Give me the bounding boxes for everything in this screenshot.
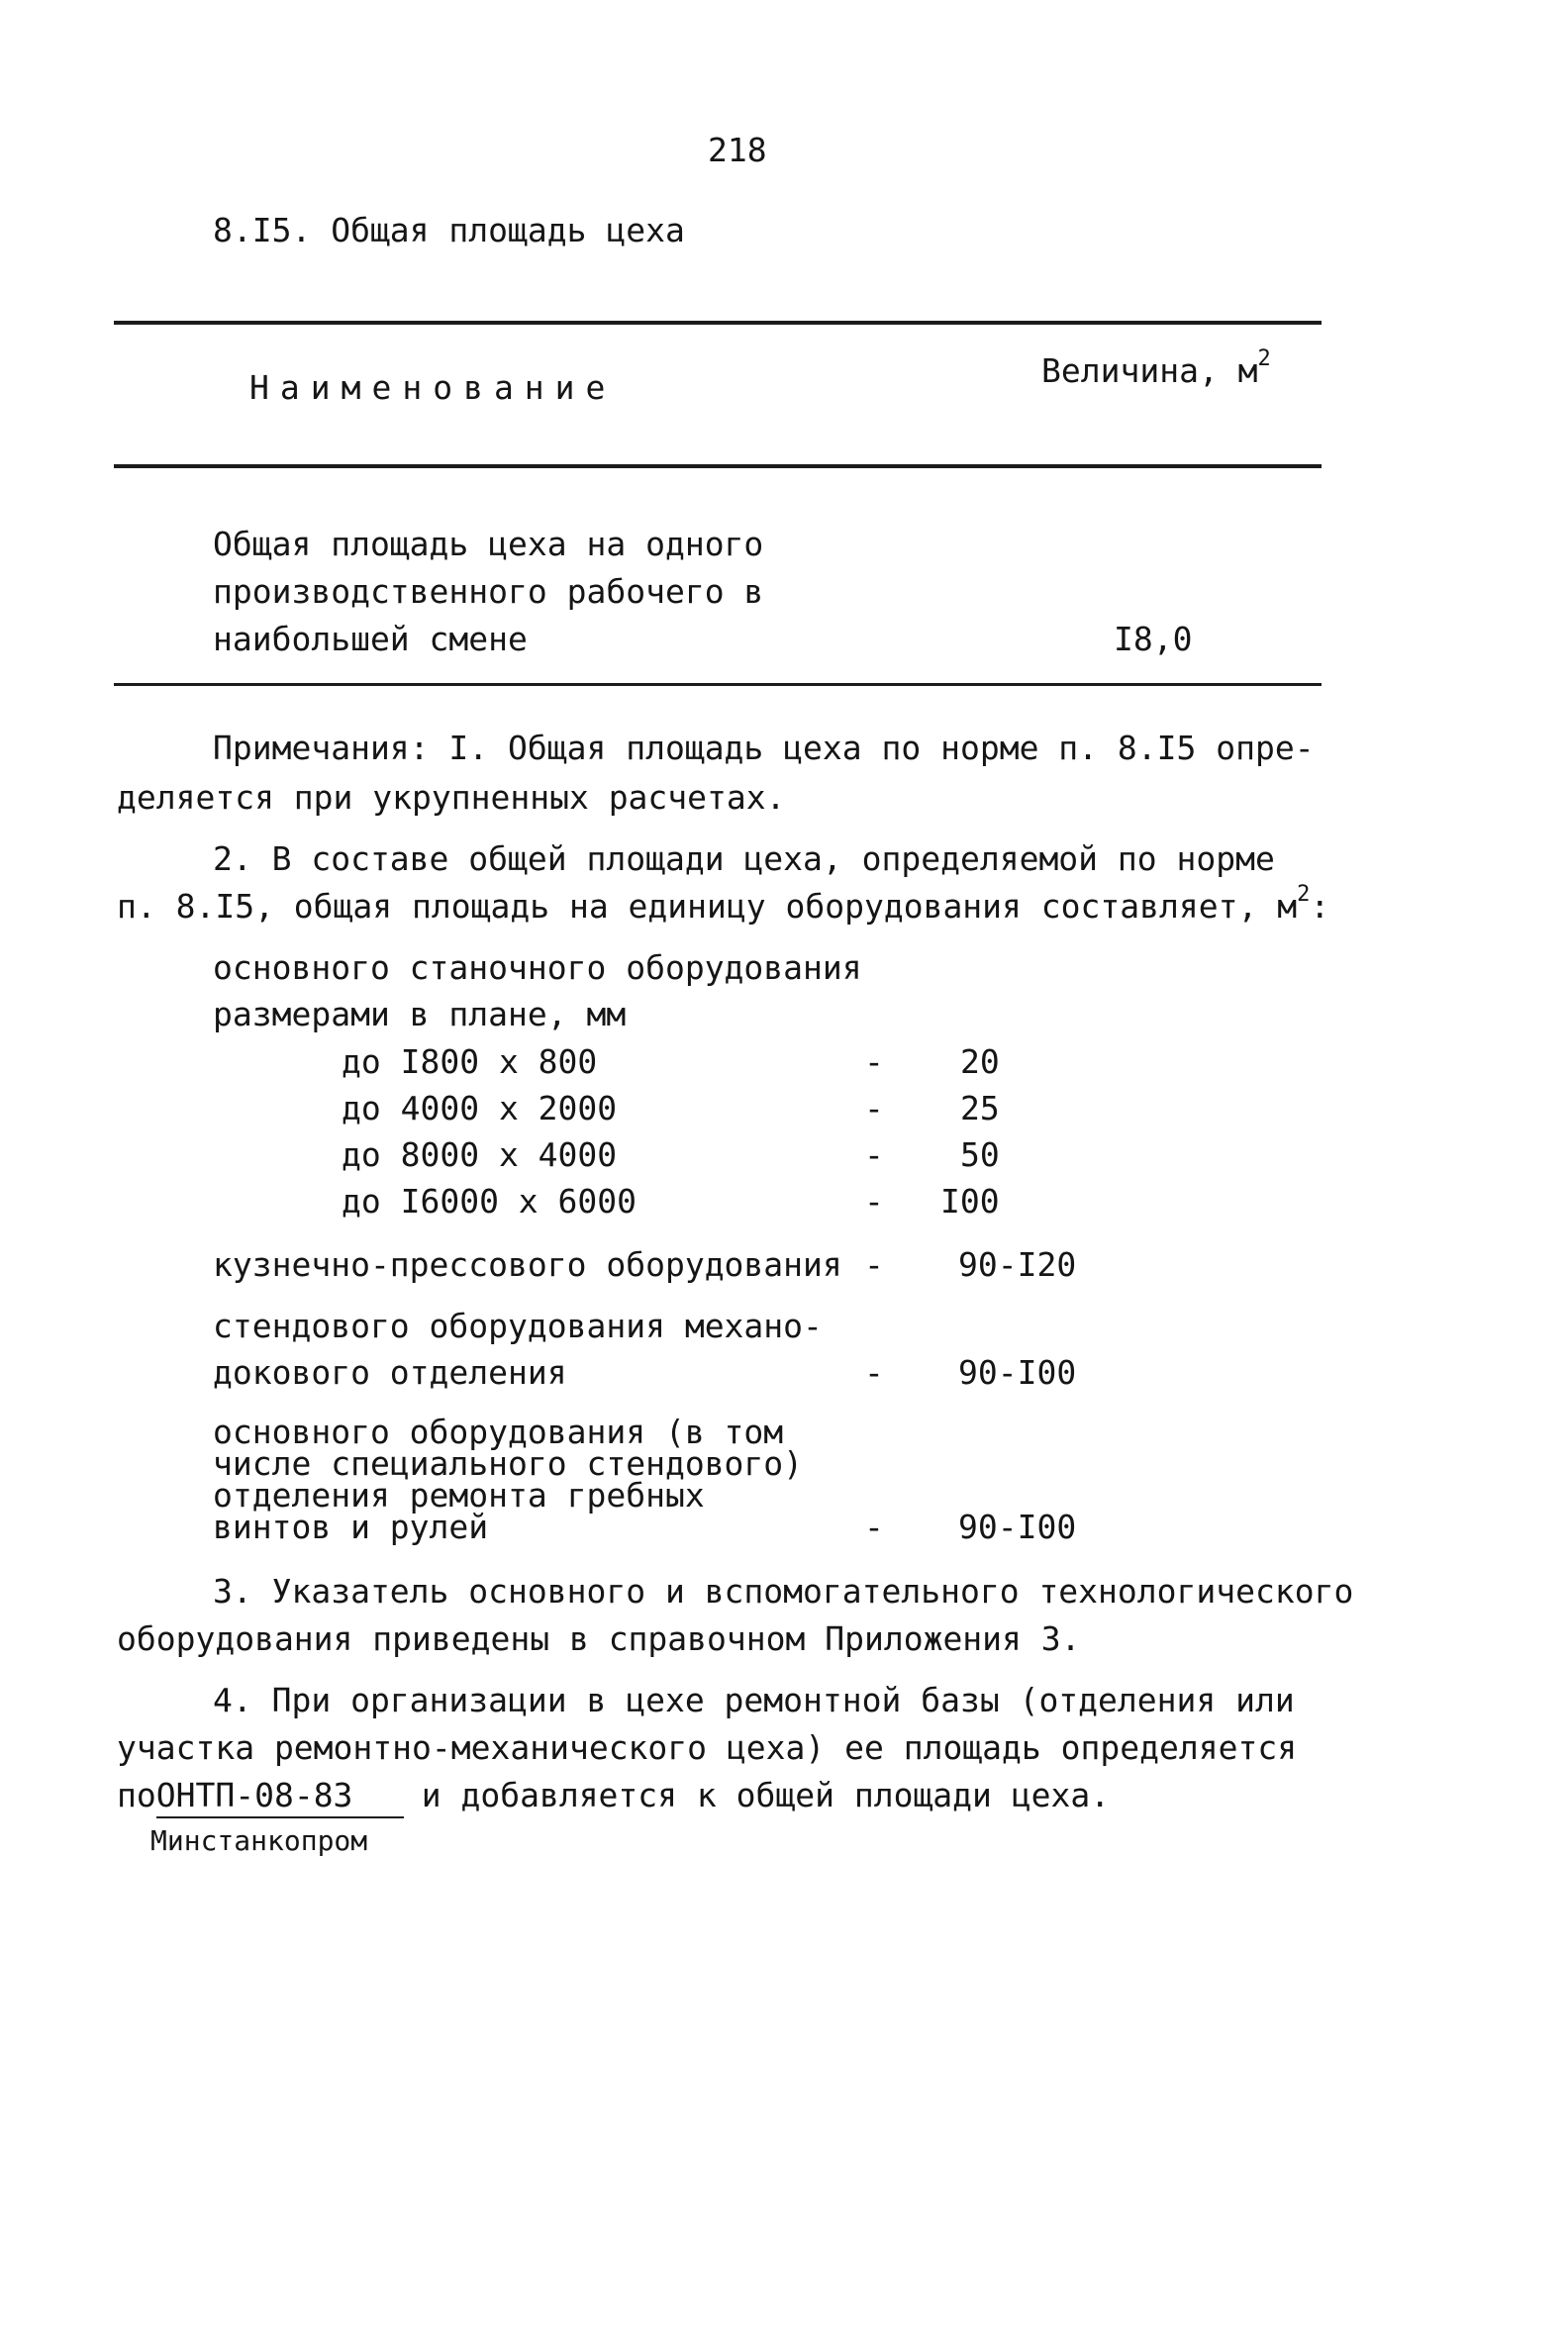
size-dash-3: - bbox=[864, 1135, 884, 1174]
equipment-forging-value: 90-I20 bbox=[958, 1245, 1077, 1284]
note-4-line-1: 4. При организации в цехе ремонтной базы (отделения или bbox=[213, 1681, 1295, 1719]
table-row-name-line-2: производственного рабочего в bbox=[213, 572, 764, 611]
size-label-1: до I800 х 800 bbox=[342, 1042, 598, 1081]
table-row-name-line-1: Общая площадь цеха на одного bbox=[213, 525, 764, 563]
table-top-rule bbox=[114, 321, 1322, 325]
note-1-line-1: Примечания: I. Общая площадь цеха по норме п. 8.I5 опре- bbox=[213, 729, 1315, 767]
equipment-stand-line-1: стендового оборудования механо- bbox=[213, 1307, 823, 1345]
table-row-name-line-3: наибольшей смене bbox=[213, 620, 528, 658]
table-header-name: Наименование bbox=[249, 368, 617, 407]
note-4-line-2: участка ремонтно-механического цеха) ее площадь определяется bbox=[117, 1728, 1298, 1767]
note-2-line-1: 2. В составе общей площади цеха, определяемой по норме bbox=[213, 839, 1275, 878]
equipment-propeller-dash: - bbox=[864, 1508, 884, 1546]
size-dash-4: - bbox=[864, 1182, 884, 1221]
size-value-4: I00 bbox=[940, 1182, 1000, 1221]
size-label-2: до 4000 х 2000 bbox=[342, 1089, 618, 1127]
note-4-line-3: поОНТП-08-83 и добавляется к общей площади цеха. bbox=[117, 1776, 1110, 1818]
equipment-machine-line-1: основного станочного оборудования bbox=[213, 948, 862, 987]
standard-reference: ОНТП-08-83 bbox=[156, 1776, 404, 1818]
equipment-propeller-line-4: винтов и рулей bbox=[213, 1508, 489, 1546]
note-2-line-2: п. 8.I5, общая площадь на единицу оборудования составляет, $м^2$: bbox=[117, 882, 1330, 926]
size-label-3: до 8000 х 4000 bbox=[342, 1135, 618, 1174]
equipment-propeller-value: 90-I00 bbox=[958, 1508, 1077, 1546]
equipment-stand-dash: - bbox=[864, 1353, 884, 1392]
page-number: 218 bbox=[708, 131, 767, 169]
size-value-1: 20 bbox=[960, 1042, 1000, 1081]
equipment-propeller-line-3: отделения ремонта гребных bbox=[213, 1476, 705, 1515]
size-value-3: 50 bbox=[960, 1135, 1000, 1174]
equipment-machine-line-2: размерами в плане, мм bbox=[213, 995, 627, 1033]
equipment-stand-value: 90-I00 bbox=[958, 1353, 1077, 1392]
note-1-line-2: деляется при укрупненных расчетах. bbox=[117, 778, 786, 817]
equipment-propeller-line-2: числе специального стендового) bbox=[213, 1444, 804, 1483]
note-3-line-1: 3. Указатель основного и вспомогательного технологического bbox=[213, 1572, 1354, 1611]
equipment-stand-line-2: докового отделения bbox=[213, 1353, 567, 1392]
size-dash-1: - bbox=[864, 1042, 884, 1081]
equipment-forging-label: кузнечно-прессового оборудования bbox=[213, 1245, 842, 1284]
size-label-4: до I6000 х 6000 bbox=[342, 1182, 637, 1221]
table-header-value: Величина, $м^2$ bbox=[1041, 346, 1271, 390]
table-row-value: I8,0 bbox=[1114, 620, 1193, 658]
note-3-line-2: оборудования приведены в справочном Приложения 3. bbox=[117, 1619, 1081, 1658]
size-value-2: 25 bbox=[960, 1089, 1000, 1127]
table-bottom-rule bbox=[114, 683, 1322, 686]
size-dash-2: - bbox=[864, 1089, 884, 1127]
section-title: 8.I5. Общая площадь цеха bbox=[213, 211, 685, 249]
table-header-rule bbox=[114, 464, 1322, 468]
equipment-forging-dash: - bbox=[864, 1245, 884, 1284]
equipment-propeller-line-1: основного оборудования (в том bbox=[213, 1413, 784, 1451]
standard-owner: Минстанкопром bbox=[150, 1824, 368, 1857]
